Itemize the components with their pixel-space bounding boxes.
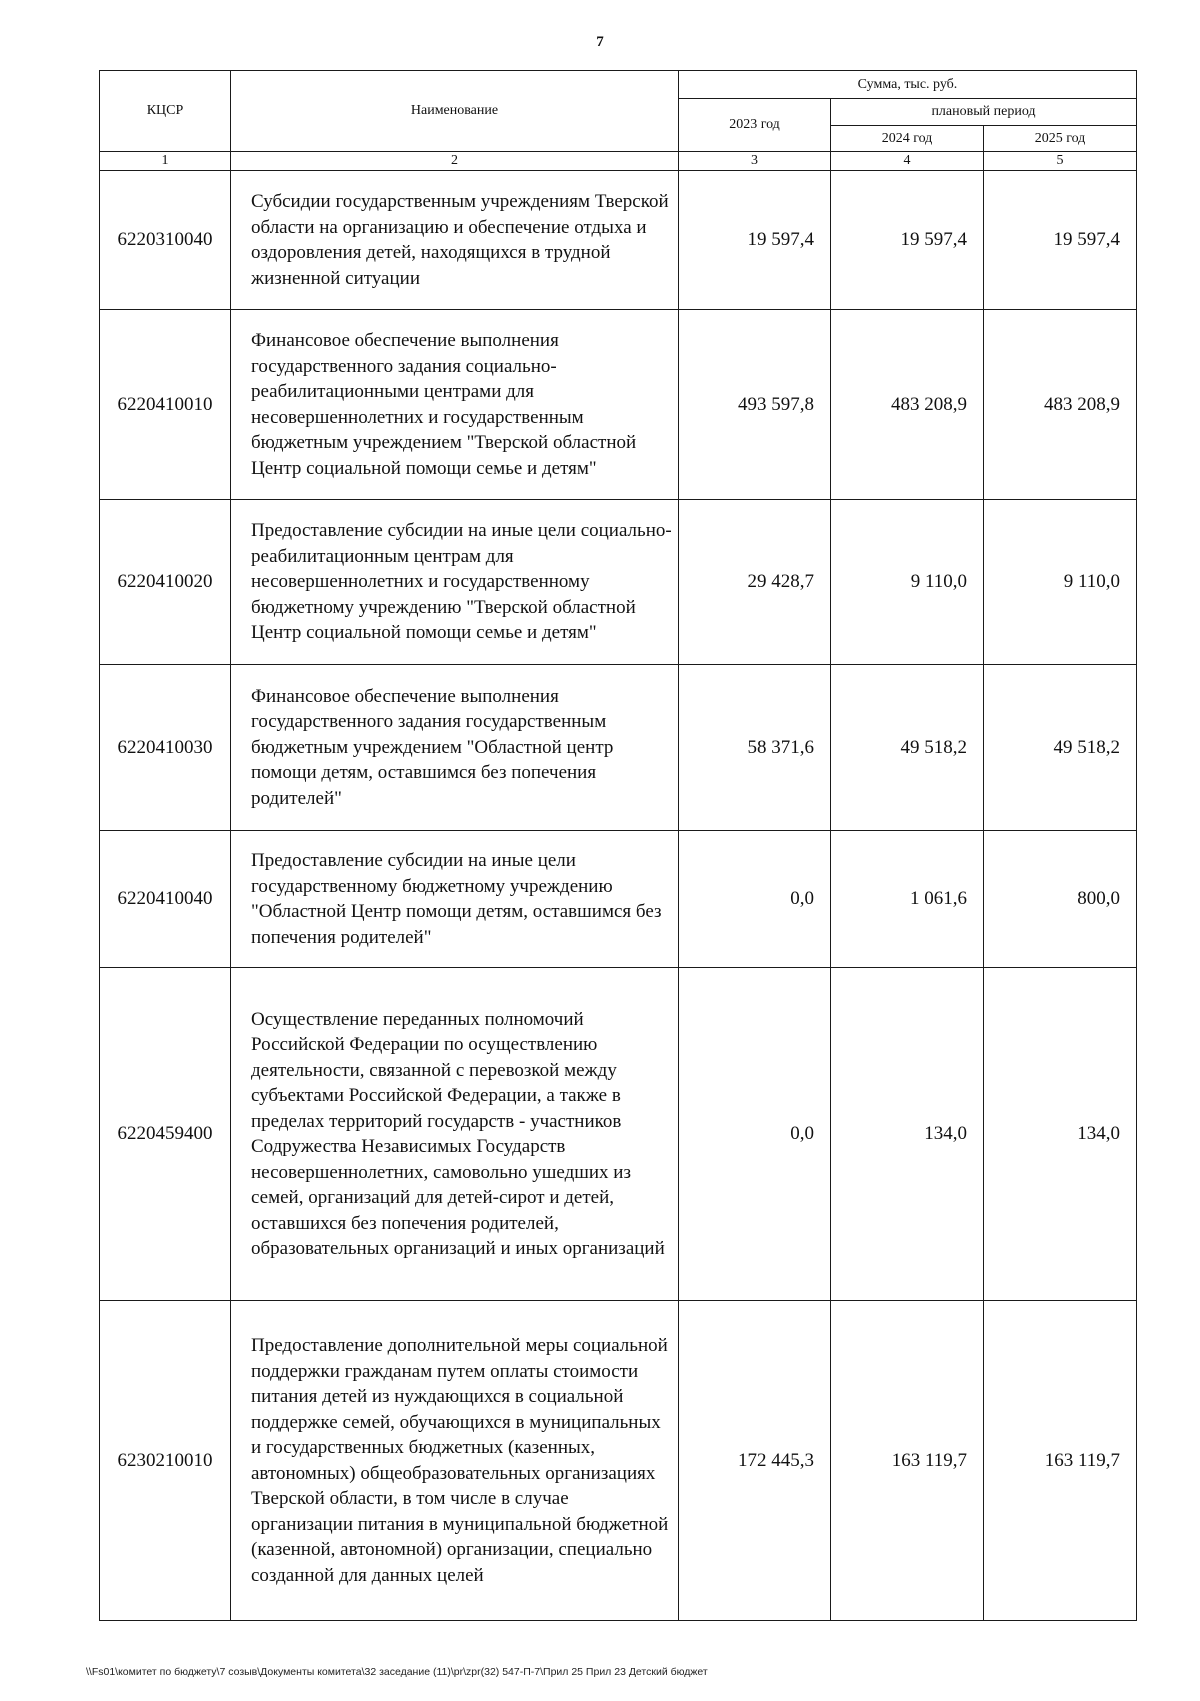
row-amount-2024: 1 061,6	[831, 831, 984, 968]
column-number: 1	[100, 152, 231, 171]
header-plan-period: плановый период	[831, 99, 1137, 126]
row-amount-2024: 9 110,0	[831, 500, 984, 665]
row-amount-2025: 483 208,9	[984, 310, 1137, 500]
table-row	[100, 310, 1137, 500]
row-amount-2023: 172 445,3	[679, 1301, 831, 1621]
table-row	[100, 1301, 1137, 1621]
row-amount-2025: 163 119,7	[984, 1301, 1137, 1621]
row-amount-2024: 49 518,2	[831, 665, 984, 831]
header-sum: Сумма, тыс. руб.	[679, 71, 1137, 99]
row-name: Предоставление субсидии на иные цели государственному бюджетному учреждению "Областной Центр помощи детям, оставшимся без попечения родителей"	[231, 831, 679, 968]
row-amount-2024: 163 119,7	[831, 1301, 984, 1621]
header-2023: 2023 год	[679, 99, 831, 152]
table-row	[100, 500, 1137, 665]
row-amount-2024: 483 208,9	[831, 310, 984, 500]
table-row	[100, 968, 1137, 1301]
row-name: Финансовое обеспечение выполнения государственного задания государственным бюджетным учреждением "Областной центр помощи детям, оставшимся без попечения родителей"	[231, 665, 679, 831]
row-amount-2025: 9 110,0	[984, 500, 1137, 665]
row-name: Финансовое обеспечение выполнения государственного задания социально-реабилитационными центрами для несовершеннолетних и государственным бюджетным учреждением "Тверской областной Центр социальной помощи семье и детям"	[231, 310, 679, 500]
row-name: Предоставление дополнительной меры социальной поддержки гражданам путем оплаты стоимости питания детей из нуждающихся в социальной поддержке семей, обучающихся в муниципальных и государственных бюджетных (казенных, автономных) общеобразовательных организациях Тверской области, в том числе в случае организации питания в муниципальной бюджетной (казенной, автономной) организации, специально созданной для данных целей	[231, 1301, 679, 1621]
row-amount-2023: 0,0	[679, 831, 831, 968]
row-amount-2024: 134,0	[831, 968, 984, 1301]
row-code: 6220410010	[100, 310, 231, 500]
table-row	[100, 831, 1137, 968]
table-row	[100, 171, 1137, 310]
row-code: 6230210010	[100, 1301, 231, 1621]
column-number: 5	[984, 152, 1137, 171]
budget-table	[99, 70, 1137, 1621]
footer-file-path: \\Fs01\комитет по бюджету\7 созыв\Документы комитета\32 заседание (11)\pr\zpr(32) 547-П-7\Прил 25 Прил 23 Детский бюджет	[86, 1666, 708, 1678]
header-2025: 2025 год	[984, 126, 1137, 152]
row-amount-2025: 800,0	[984, 831, 1137, 968]
header-2024: 2024 год	[831, 126, 984, 152]
row-amount-2025: 134,0	[984, 968, 1137, 1301]
column-number: 3	[679, 152, 831, 171]
column-number-row	[100, 152, 1137, 171]
row-amount-2023: 29 428,7	[679, 500, 831, 665]
row-amount-2023: 0,0	[679, 968, 831, 1301]
row-amount-2023: 58 371,6	[679, 665, 831, 831]
row-code: 6220310040	[100, 171, 231, 310]
column-number: 2	[231, 152, 679, 171]
table-row	[100, 665, 1137, 831]
row-code: 6220410030	[100, 665, 231, 831]
row-name: Субсидии государственным учреждениям Тверской области на организацию и обеспечение отдыха и оздоровления детей, находящихся в трудной жизненной ситуации	[231, 171, 679, 310]
row-amount-2024: 19 597,4	[831, 171, 984, 310]
row-amount-2025: 19 597,4	[984, 171, 1137, 310]
column-number: 4	[831, 152, 984, 171]
header-kcsr: КЦСР	[100, 71, 231, 152]
row-amount-2023: 19 597,4	[679, 171, 831, 310]
row-amount-2023: 493 597,8	[679, 310, 831, 500]
page-number: 7	[596, 34, 604, 50]
row-name: Предоставление субсидии на иные цели социально-реабилитационным центрам для несовершеннолетних и государственному бюджетному учреждению "Тверской областной Центр социальной помощи семье и детям"	[231, 500, 679, 665]
row-code: 6220410020	[100, 500, 231, 665]
header-name: Наименование	[231, 71, 679, 152]
row-code: 6220459400	[100, 968, 231, 1301]
row-name: Осуществление переданных полномочий Российской Федерации по осуществлению деятельности, связанной с перевозкой между субъектами Российской Федерации, а также в пределах территорий государств - участников Содружества Независимых Государств несовершеннолетних, самовольно ушедших из семей, организаций для детей-сирот и детей, оставшихся без попечения родителей, образовательных организаций и иных организаций	[231, 968, 679, 1301]
row-amount-2025: 49 518,2	[984, 665, 1137, 831]
row-code: 6220410040	[100, 831, 231, 968]
